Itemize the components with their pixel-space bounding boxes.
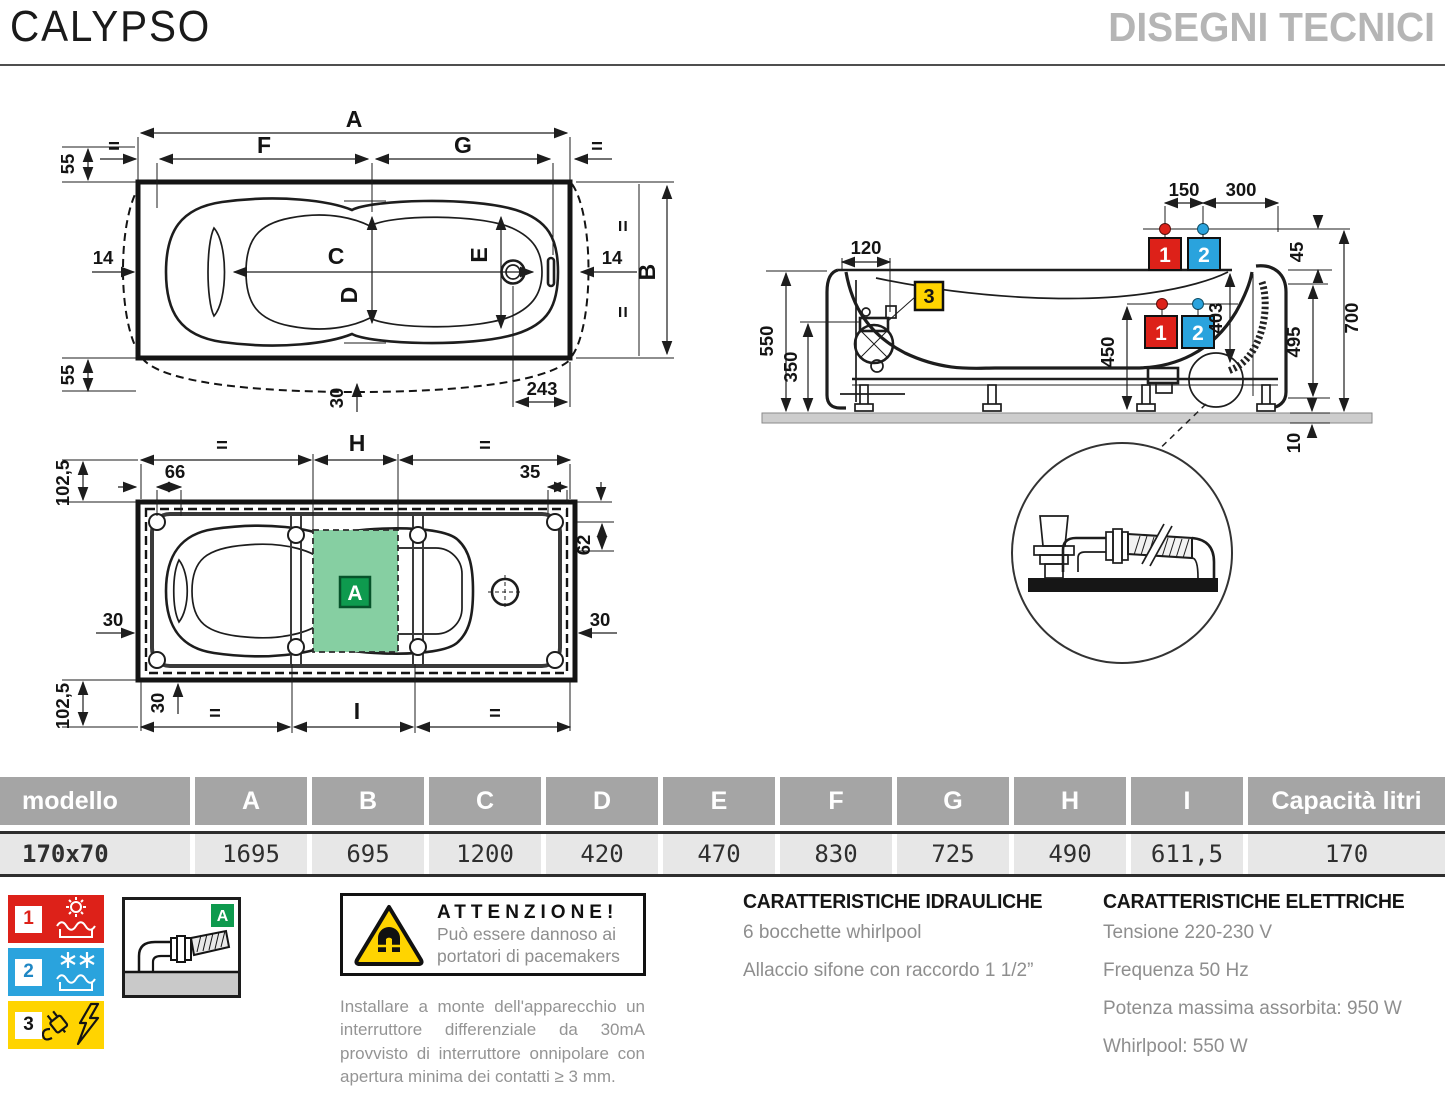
dim-I: I: [353, 698, 361, 724]
drain-detail-drawing: [1012, 443, 1232, 663]
electric-line: Frequenza 50 Hz: [1103, 960, 1249, 981]
eq-mark: =: [479, 435, 491, 457]
svg-text:A: A: [347, 582, 363, 605]
dim-10: 10: [1283, 432, 1304, 454]
eq-mark: =: [613, 220, 635, 232]
dim-A: A: [345, 106, 363, 132]
col-header-I: I: [1131, 777, 1243, 825]
col-header-B: B: [312, 777, 424, 825]
col-header-C: C: [429, 777, 541, 825]
electric-characteristics: [1103, 891, 1445, 1066]
dim-30-left: 30: [102, 609, 124, 630]
dim-C: C: [327, 243, 345, 269]
table-header-row: [0, 777, 1445, 825]
eq-mark: =: [209, 703, 221, 725]
dim-243: 243: [526, 378, 558, 399]
connections-legend: [8, 895, 104, 1054]
cell-F: 830: [780, 834, 892, 874]
side-view-drawing: [756, 179, 1372, 460]
eq-mark: =: [613, 306, 635, 318]
dim-550: 550: [756, 325, 777, 357]
svg-text:2: 2: [1192, 322, 1204, 345]
cold-water-icon: [42, 949, 102, 995]
dim-30-under: 30: [147, 692, 168, 714]
hydraulic-title: CARATTERISTICHE IDRAULICHE: [743, 891, 1043, 913]
cell-capacity: 170: [1248, 834, 1445, 874]
hot-water-icon: [42, 896, 102, 942]
eq-mark: =: [591, 136, 603, 158]
siphon-detail-box: [122, 897, 241, 998]
cell-A: 1695: [195, 834, 307, 874]
svg-text:2: 2: [1198, 244, 1210, 267]
legend-hot-water: [8, 895, 104, 943]
dim-495: 495: [1283, 326, 1304, 358]
cell-G: 725: [897, 834, 1009, 874]
col-header-modello: modello: [0, 777, 190, 825]
table-divider: [0, 874, 1445, 877]
dim-14-left: 14: [92, 247, 114, 268]
electric-title: CARATTERISTICHE ELETTRICHE: [1103, 891, 1405, 913]
dim-45: 45: [1286, 241, 1307, 263]
col-header-H: H: [1014, 777, 1126, 825]
cell-model: 170x70: [0, 834, 190, 874]
cell-C: 1200: [429, 834, 541, 874]
electric-line: Potenza massima assorbita: 950 W: [1103, 998, 1402, 1019]
svg-text:3: 3: [923, 286, 935, 308]
dim-62: 62: [573, 534, 594, 556]
dim-403: 403: [1205, 302, 1226, 334]
col-header-A: A: [195, 777, 307, 825]
cell-B: 695: [312, 834, 424, 874]
dim-30-right: 30: [589, 609, 611, 630]
col-header-E: E: [663, 777, 775, 825]
pacemaker-warning-box: [340, 893, 646, 976]
svg-text:1: 1: [1155, 322, 1167, 345]
dim-E: E: [466, 247, 492, 263]
dim-102-top: 102,5: [52, 459, 73, 507]
dim-D: D: [336, 286, 362, 304]
dim-55-top: 55: [57, 153, 78, 175]
corrugated-hose: [1228, 282, 1265, 371]
electric-line: Whirlpool: 550 W: [1103, 1036, 1248, 1057]
electric-icon: [42, 1002, 102, 1048]
cell-D: 420: [546, 834, 658, 874]
hydraulic-line: Allaccio sifone con raccordo 1 1/2”: [743, 960, 1034, 981]
hydraulic-characteristics: [743, 891, 1093, 990]
dim-120: 120: [850, 237, 882, 258]
dim-35: 35: [519, 461, 541, 482]
dimensions-table: [0, 777, 1445, 877]
magnet-warning-icon: [349, 900, 429, 970]
page-subtitle: DISEGNI TECNICI: [1108, 4, 1435, 50]
eq-mark: =: [108, 136, 120, 158]
col-header-D: D: [546, 777, 658, 825]
legend-number-1: 1: [15, 906, 42, 933]
col-header-G: G: [897, 777, 1009, 825]
svg-text:1: 1: [1159, 244, 1171, 267]
hydraulic-line: 6 bocchette whirlpool: [743, 922, 922, 943]
electric-line: Tensione 220-230 V: [1103, 922, 1273, 943]
dim-350: 350: [780, 351, 801, 383]
dim-G: G: [454, 132, 472, 158]
eq-mark: =: [489, 703, 501, 725]
legend-number-2: 2: [15, 959, 42, 986]
connection-markers: [887, 224, 1350, 349]
dim-F: F: [256, 132, 272, 158]
warning-title: ATTENZIONE!: [437, 902, 619, 924]
floor-strip: [762, 413, 1372, 423]
siphon-detail-drawing: [125, 900, 238, 995]
warning-line2: portatori di pacemakers: [437, 945, 620, 966]
dim-450: 450: [1097, 336, 1118, 368]
dim-55-bottom: 55: [57, 364, 78, 386]
drain-fitting: [1148, 368, 1178, 383]
cell-H: 490: [1014, 834, 1126, 874]
col-header-F: F: [780, 777, 892, 825]
col-header-capacita: Capacità litri: [1248, 777, 1445, 825]
eq-mark: =: [216, 435, 228, 457]
dim-150: 150: [1168, 179, 1200, 200]
dim-30-bottom: 30: [326, 387, 347, 409]
legend-electric: [8, 1001, 104, 1049]
dim-H: H: [348, 430, 366, 456]
dim-66: 66: [164, 461, 186, 482]
table-row: [0, 834, 1445, 874]
plan-view-drawing: [57, 106, 674, 412]
installation-note: Installare a monte dell'apparecchio un interruttore differenziale da 30mA provvisto di interruttore onnipolare con apertura minima dei contatti ≥ 3 mm.: [340, 997, 645, 1087]
dim-B: B: [634, 263, 660, 281]
underside-view-drawing: [52, 430, 617, 733]
dim-14-right: 14: [601, 247, 623, 268]
dim-700: 700: [1341, 302, 1362, 334]
dim-300: 300: [1225, 179, 1257, 200]
page-title: CALYPSO: [10, 2, 212, 51]
cell-E: 470: [663, 834, 775, 874]
legend-cold-water: [8, 948, 104, 996]
dim-102-bottom: 102,5: [52, 682, 73, 730]
legend-number-3: 3: [15, 1012, 42, 1039]
svg-text:A: A: [216, 908, 229, 925]
cell-I: 611,5: [1131, 834, 1243, 874]
warning-line1: Può essere dannoso ai: [437, 924, 617, 945]
